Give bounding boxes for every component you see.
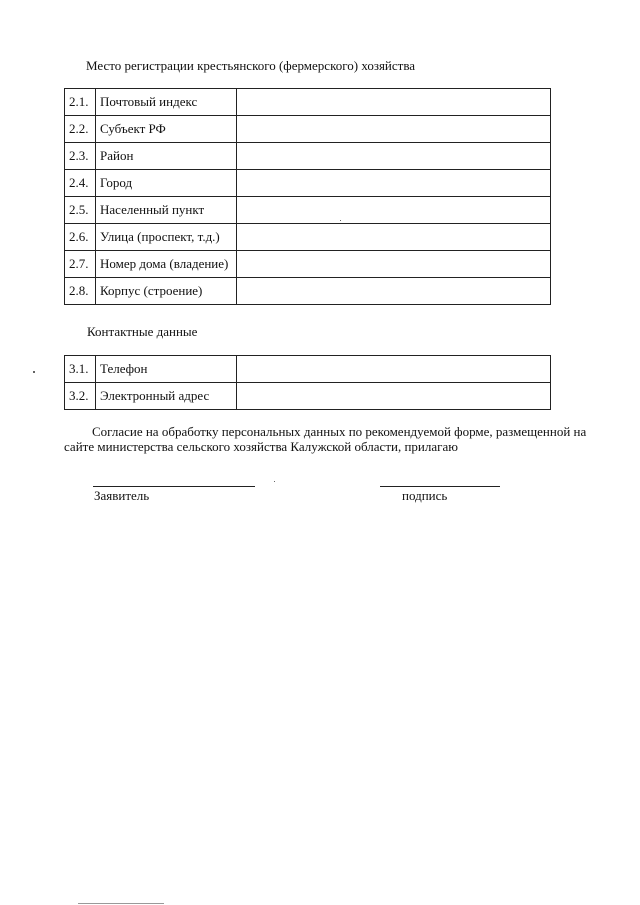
table-row [65, 251, 551, 278]
registration-table [64, 88, 551, 305]
table-row [65, 143, 551, 170]
email-field[interactable] [237, 383, 551, 410]
row-label: Улица (проспект, т.д.) [96, 224, 237, 251]
applicant-label: Заявитель [94, 488, 150, 503]
registration-section-title: Место регистрации крестьянского (фермерского) хозяйства [86, 58, 416, 73]
row-number: 2.5. [65, 197, 96, 224]
row-number: 3.2. [65, 383, 96, 410]
row-label: Электронный адрес [96, 383, 237, 410]
table-row [65, 278, 551, 305]
row-label: Телефон [96, 356, 237, 383]
signature-label: подпись [402, 488, 448, 503]
table-row [65, 383, 551, 410]
row-number: 2.8. [65, 278, 96, 305]
row-label: Номер дома (владение) [96, 251, 237, 278]
district-field[interactable] [237, 143, 551, 170]
row-number: 2.6. [65, 224, 96, 251]
signature-line[interactable] [380, 486, 500, 487]
scan-speck [274, 481, 275, 482]
scan-speck [33, 371, 35, 373]
table-row [65, 197, 551, 224]
row-number: 2.1. [65, 89, 96, 116]
building-field[interactable] [237, 278, 551, 305]
row-label: Почтовый индекс [96, 89, 237, 116]
row-label: Субъект РФ [96, 116, 237, 143]
scan-edge-line [78, 903, 164, 904]
house-number-field[interactable] [237, 251, 551, 278]
table-row [65, 356, 551, 383]
table-row [65, 89, 551, 116]
table-row [65, 224, 551, 251]
table-row [65, 170, 551, 197]
row-label: Населенный пункт [96, 197, 237, 224]
row-label: Район [96, 143, 237, 170]
phone-field[interactable] [237, 356, 551, 383]
scan-speck [340, 220, 341, 221]
row-label: Корпус (строение) [96, 278, 237, 305]
row-number: 2.3. [65, 143, 96, 170]
city-field[interactable] [237, 170, 551, 197]
contacts-section-title: Контактные данные [87, 324, 198, 339]
row-label: Город [96, 170, 237, 197]
table-row [65, 116, 551, 143]
street-field[interactable] [237, 224, 551, 251]
applicant-signature-line[interactable] [93, 486, 255, 487]
contacts-table [64, 355, 551, 410]
row-number: 3.1. [65, 356, 96, 383]
region-field[interactable] [237, 116, 551, 143]
consent-paragraph: Согласие на обработку персональных данных по рекомендуемой форме, размещенной на сайте министерства сельского хозяйства Калужской области, прилагаю [64, 424, 587, 454]
row-number: 2.2. [65, 116, 96, 143]
postal-code-field[interactable] [237, 89, 551, 116]
settlement-field[interactable] [237, 197, 551, 224]
row-number: 2.7. [65, 251, 96, 278]
row-number: 2.4. [65, 170, 96, 197]
